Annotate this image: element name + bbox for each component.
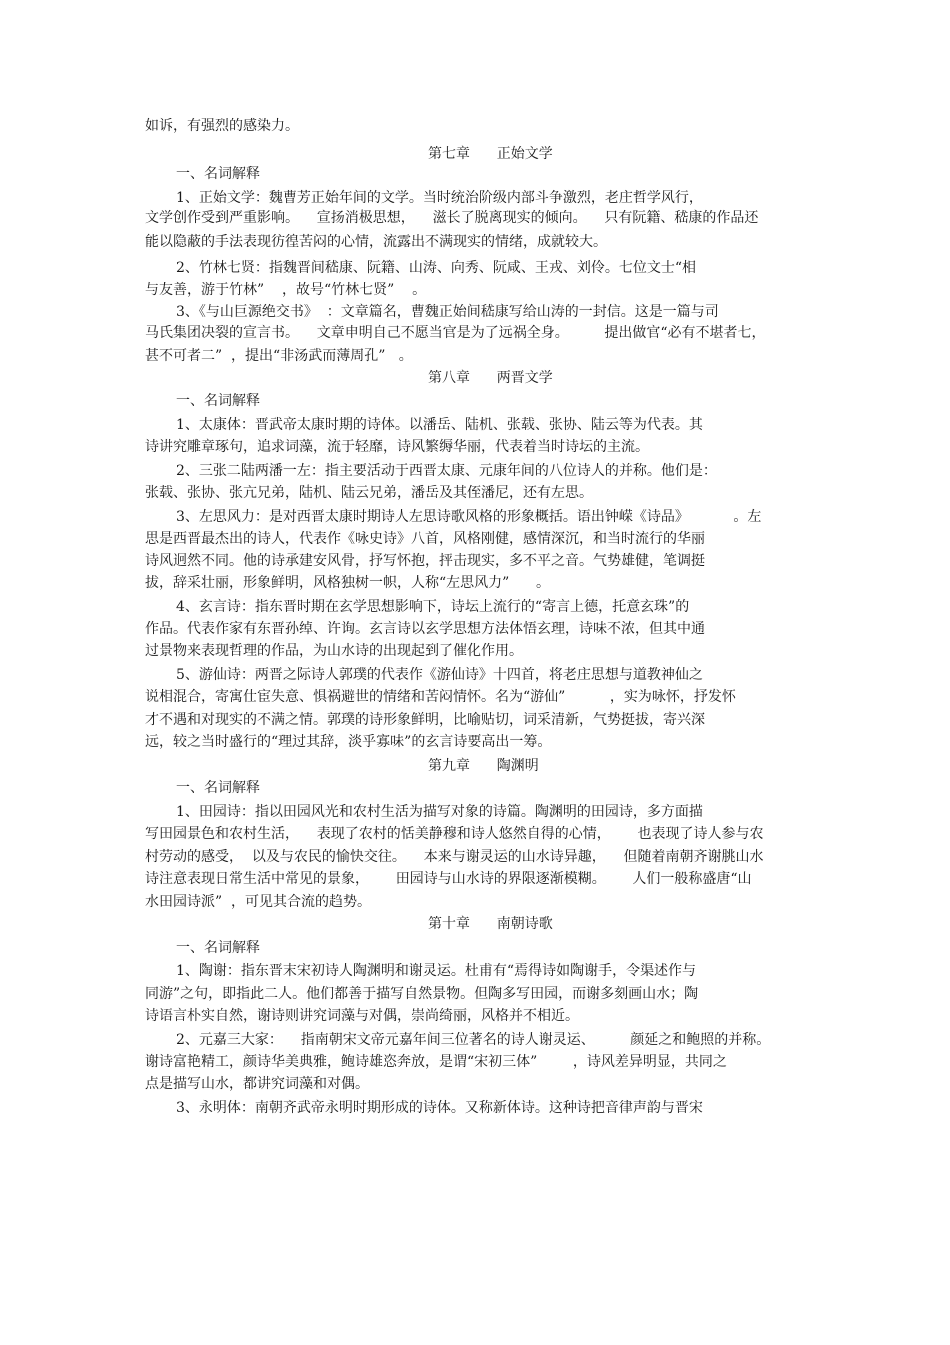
chapter-title: 第九章 陶渊明 (428, 758, 539, 774)
text-line: 与友善，游于竹林” ，故号“竹林七贤” 。 (145, 282, 427, 298)
text-line: 过景物来表现哲理的作品，为山水诗的出现起到了催化作用。 (145, 643, 523, 659)
text-line: 远，较之当时盛行的“理过其辞，淡乎寡味”的玄言诗要高出一筹。 (145, 734, 552, 750)
section-heading: 一、名词解释 (176, 166, 260, 182)
text-line: 同游”之句，即指此二人。他们都善于描写自然景物。但陶多写田园，而谢多刻画山水；陶 (145, 986, 699, 1002)
text-line: 4、玄言诗：指东晋时期在玄学思想影响下，诗坛上流行的“寄言上德，托意玄珠”的 (176, 599, 690, 615)
text-line: 诗注意表现日常生活中常见的景象， 田园诗与山水诗的界限逐渐模糊。 人们一般称盛唐“山 (145, 871, 752, 887)
text-line: 说相混合，寄寓仕宦失意、惧祸避世的情绪和苦闷情怀。名为“游仙” ，实为咏怀，抒发怀 (145, 689, 736, 705)
text-line: 2、三张二陆两潘一左：指主要活动于西晋太康、元康年间的八位诗人的并称。他们是： (176, 463, 717, 479)
text-line: 3、《与山巨源绝交书》 ：文章篇名，曹魏正始间嵇康写给山涛的一封信。这是一篇与司 (176, 304, 719, 320)
text-line: 村劳动的感受， 以及与农民的愉快交往。 本来与谢灵运的山水诗异趣， 但随着南朝齐谢朓山水 (145, 849, 764, 865)
text-line: 能以隐蔽的手法表现彷徨苦闷的心情，流露出不满现实的情绪，成就较大。 (145, 234, 607, 250)
text-line: 谢诗富艳精工，颜诗华美典雅，鲍诗雄恣奔放，是谓“宋初三体” ，诗风差异明显，共同之 (145, 1054, 727, 1070)
text-line: 2、元嘉三大家： 指南朝宋文帝元嘉年间三位著名的诗人谢灵运、 颜延之和鲍照的并称。 (176, 1032, 771, 1048)
text-line: 才不遇和对现实的不满之情。郭璞的诗形象鲜明，比喻贴切，词采清新，气势挺拔，寄兴深 (145, 712, 705, 728)
text-line: 水田园诗派” ，可见其合流的趋势。 (145, 894, 372, 910)
text-line: 诗风迥然不同。他的诗承建安风骨，抒写怀抱，抨击现实，多不平之音。气势雄健，笔调挺 (145, 553, 705, 569)
text-line: 3、左思风力：是对西晋太康时期诗人左思诗歌风格的形象概括。语出钟嵘《诗品》 。左 (176, 509, 762, 525)
section-heading: 一、名词解释 (176, 393, 260, 409)
text-line: 诗讲究雕章琢句，追求词藻，流于轻靡，诗风繁缛华丽，代表着当时诗坛的主流。 (145, 439, 649, 455)
section-heading: 一、名词解释 (176, 940, 260, 956)
text-line: 3、永明体：南朝齐武帝永明时期形成的诗体。又称新体诗。这种诗把音律声韵与晋宋 (176, 1100, 703, 1116)
text-line: 思是西晋最杰出的诗人，代表作《咏史诗》八首，风格刚健，感情深沉，和当时流行的华丽 (145, 531, 705, 547)
text-line: 写田园景色和农村生活， 表现了农村的恬美静穆和诗人悠然自得的心情， 也表现了诗人参与农 (145, 826, 764, 842)
text-line: 2、竹林七贤：指魏晋间嵇康、阮籍、山涛、向秀、阮咸、王戎、刘伶。七位文士“相 (176, 260, 697, 276)
text-line: 1、太康体：晋武帝太康时期的诗体。以潘岳、陆机、张载、张协、陆云等为代表。其 (176, 417, 703, 433)
text-line: 马氏集团决裂的宣言书。 文章申明自己不愿当官是为了远祸全身。 提出做官“必有不堪者七， (145, 325, 766, 341)
chapter-title: 第七章 正始文学 (428, 146, 553, 162)
text-line: 1、正始文学：魏曹芳正始年间的文学。当时统治阶级内部斗争激烈，老庄哲学风行， (176, 190, 703, 206)
text-line: 文学创作受到严重影响。 宣扬消极思想， 滋长了脱离现实的倾向。 只有阮籍、嵇康的作品还 (145, 210, 759, 226)
text-line: 张载、张协、张亢兄弟，陆机、陆云兄弟，潘岳及其侄潘尼，还有左思。 (145, 485, 593, 501)
chapter-title: 第十章 南朝诗歌 (428, 916, 553, 932)
text-line: 拔，辞采壮丽，形象鲜明，风格独树一帜，人称“左思风力” 。 (145, 575, 551, 591)
text-line: 5、游仙诗：两晋之际诗人郭璞的代表作《游仙诗》十四首，将老庄思想与道教神仙之 (176, 667, 703, 683)
text-line: 点是描写山水，都讲究词藻和对偶。 (145, 1076, 369, 1092)
text-line: 如诉，有强烈的感染力。 (145, 118, 299, 134)
text-line: 1、田园诗：指以田园风光和农村生活为描写对象的诗篇。陶渊明的田园诗，多方面描 (176, 804, 703, 820)
text-line: 1、陶谢：指东晋末宋初诗人陶渊明和谢灵运。杜甫有“焉得诗如陶谢手，令渠述作与 (176, 963, 697, 979)
text-line: 诗语言朴实自然，谢诗则讲究词藻与对偶，崇尚绮丽，风格并不相近。 (145, 1008, 579, 1024)
chapter-title: 第八章 两晋文学 (428, 370, 553, 386)
text-line: 作品。代表作家有东晋孙绰、许询。玄言诗以玄学思想方法体悟玄理，诗味不浓，但其中通 (145, 621, 705, 637)
text-line: 甚不可者二” ，提出“非汤武而薄周孔” 。 (145, 348, 413, 364)
section-heading: 一、名词解释 (176, 780, 260, 796)
